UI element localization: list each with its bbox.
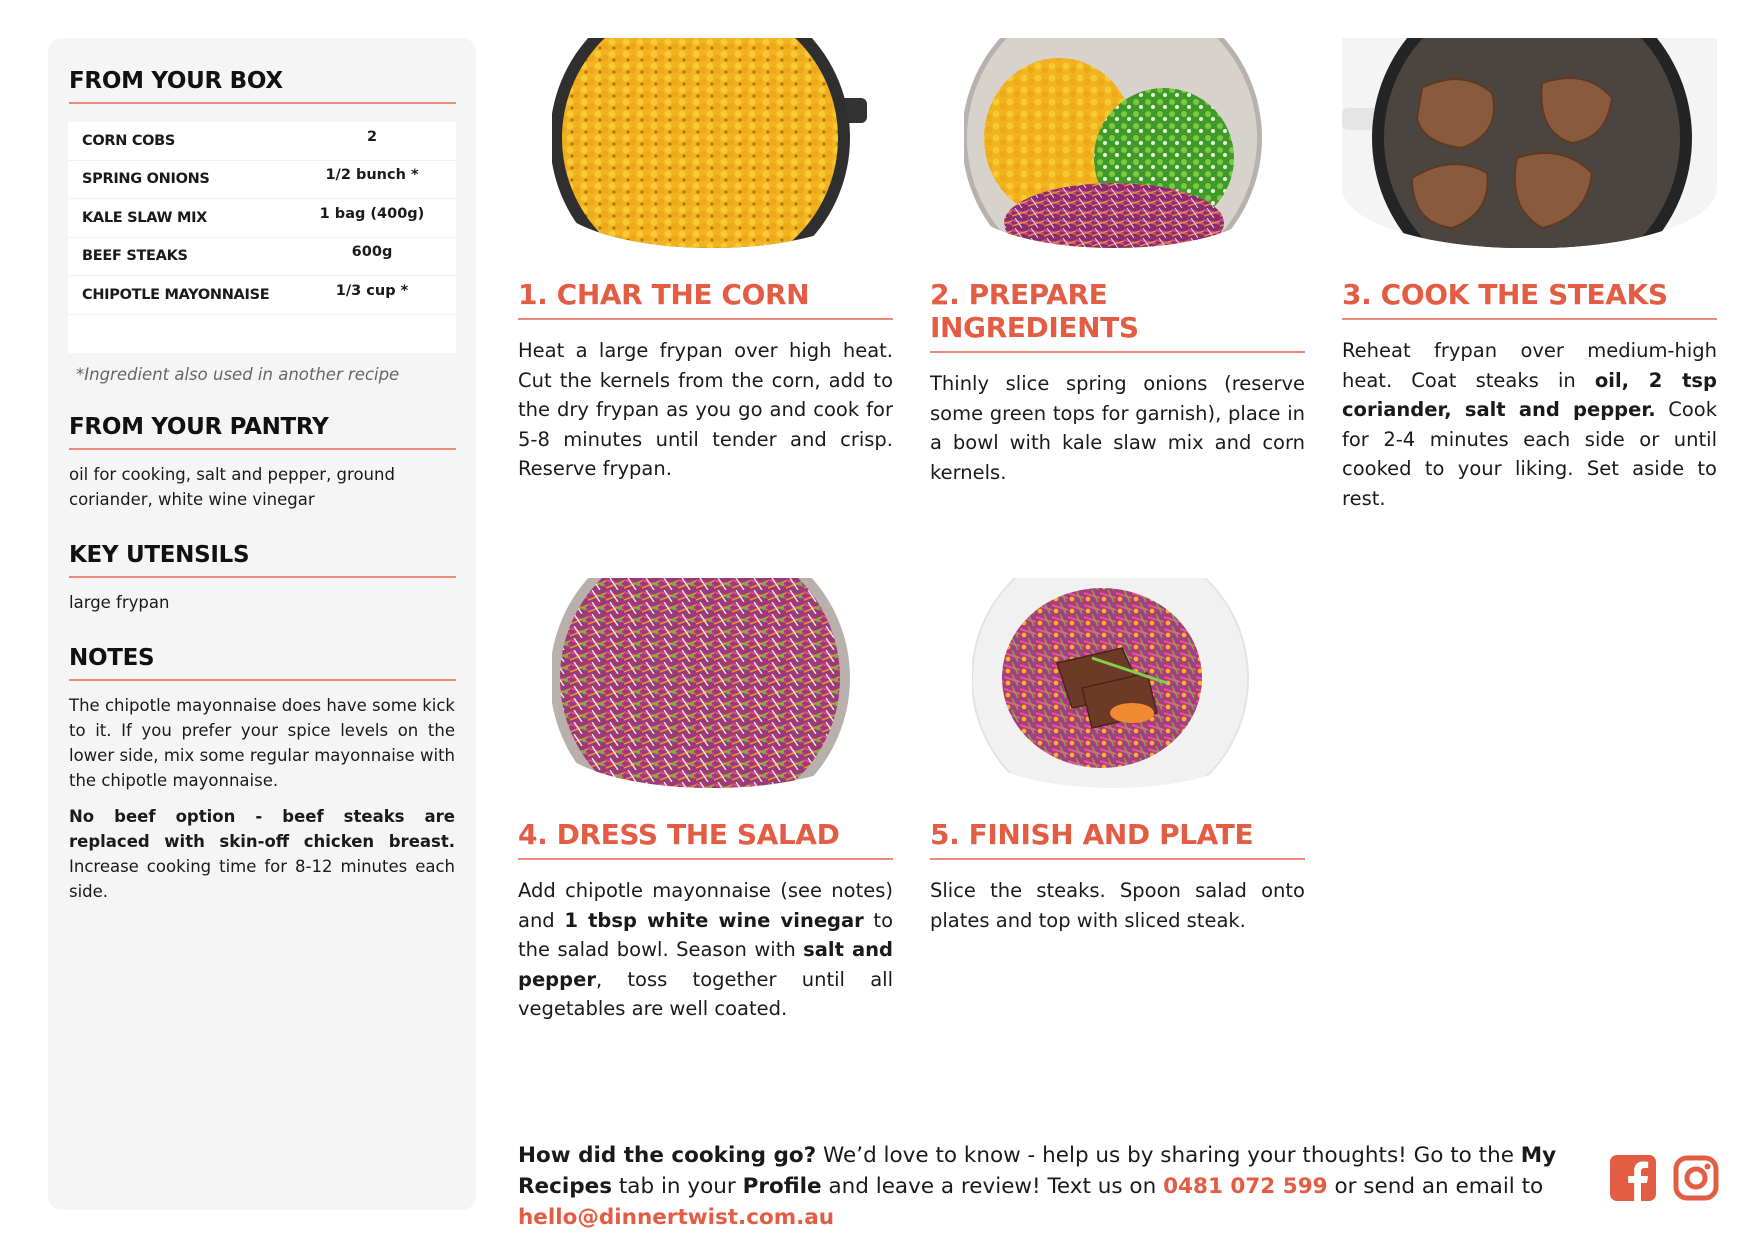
step-text-bold: oil, 2 tsp coriander, salt and pepper. [1342, 368, 1717, 421]
step-5-text [930, 876, 1305, 935]
utensils-text: large frypan [69, 592, 170, 612]
step-3-image [1342, 38, 1717, 248]
facebook-icon[interactable] [1610, 1155, 1656, 1201]
step-1 [518, 38, 893, 484]
notes-heading: NOTES [69, 645, 456, 681]
notes-paragraph: The chipotle mayonnaise does have some kick to it. If you prefer your spice levels on the lower side, mix some regular mayonnaise with the chipotle mayonnaise. [69, 695, 455, 790]
step-2 [930, 38, 1305, 487]
ingredient-qty: 1/2 bunch * [325, 167, 419, 184]
step-4-title: 4. DRESS THE SALAD [518, 818, 893, 860]
ingredient-name: CORN COBS [82, 132, 176, 149]
step-4-image [552, 578, 872, 788]
pantry-text: oil for cooking, salt and pepper, ground coriander, white wine vinegar [69, 464, 395, 509]
step-3-title: 3. COOK THE STEAKS [1342, 278, 1717, 320]
notes-no-beef-rest: Increase cooking time for 8-12 minutes each side. [69, 856, 455, 901]
step-text-run: Thinly slice spring onions (reserve some green tops for garnish), place in a bowl with kale slaw mix and corn kernels. [930, 372, 1305, 484]
table-row [68, 199, 456, 238]
step-2-title: 2. PREPARE INGREDIENTS [930, 278, 1305, 353]
profile-link[interactable]: Profile [742, 1174, 822, 1199]
ingredient-footnote: *Ingredient also used in another recipe [76, 364, 400, 384]
step-2-image [964, 38, 1264, 248]
step-5-image [972, 578, 1254, 788]
step-text-run: Reheat frypan over medium-high heat. Coat steaks in [1342, 339, 1717, 392]
ingredient-qty: 1/3 cup * [335, 282, 409, 299]
step-text-run: Slice the steaks. Spoon salad onto plates and top with sliced steak. [930, 879, 1305, 932]
notes-no-beef-paragraph [68, 804, 456, 904]
step-text-run: Add chipotle mayonnaise (see notes) and [518, 879, 893, 932]
step-text-bold: salt and pepper [518, 938, 893, 991]
ingredient-name: SPRING ONIONS [82, 171, 210, 188]
footer-text: or send an email to [1327, 1174, 1544, 1199]
step-text-run: Heat a large frypan over high heat. Cut the kernels from the corn, add to the dry frypan as you go and cook for 5-8 minutes until tender and crisp. Reserve frypan. [518, 339, 893, 480]
footer-text: tab in your [612, 1174, 743, 1199]
step-3 [1342, 38, 1717, 513]
step-5-title: 5. FINISH AND PLATE [930, 818, 1305, 860]
step-1-title: 1. CHAR THE CORN [518, 278, 893, 320]
feedback-footer [518, 1140, 1578, 1233]
ingredient-name: BEEF STEAKS [82, 248, 188, 265]
ingredients-table [68, 122, 456, 353]
step-3-text [1342, 336, 1717, 513]
step-text-bold: 1 tbsp white wine vinegar [564, 908, 864, 932]
table-row [68, 238, 456, 277]
step-4 [518, 578, 893, 1024]
step-1-text [518, 336, 893, 484]
footer-text: and leave a review! Text us on [821, 1174, 1164, 1199]
step-text-run: Cook for 2-4 minutes each side or until cooked to your liking. Set aside to rest. [1342, 398, 1717, 510]
ingredient-qty: 1 bag (400g) [319, 205, 425, 222]
ingredient-qty: 600g [351, 244, 393, 261]
table-row [68, 276, 456, 315]
email-link[interactable]: hello@dinnertwist.com.au [518, 1205, 835, 1230]
notes-no-beef-bold: No beef option - beef steaks are replaced with skin-off chicken breast. [69, 806, 455, 851]
ingredient-qty: 2 [366, 128, 378, 145]
step-5 [930, 578, 1305, 935]
from-your-box-heading: FROM YOUR BOX [69, 68, 456, 104]
table-row-empty [68, 315, 456, 353]
step-2-text [930, 369, 1305, 487]
my-recipes-link[interactable]: My Recipes [518, 1143, 1557, 1199]
table-row [68, 122, 456, 161]
step-text-run: to the salad bowl. Season with [518, 908, 894, 961]
from-your-pantry-heading: FROM YOUR PANTRY [69, 414, 456, 450]
ingredient-name: CHIPOTLE MAYONNAISE [82, 286, 270, 303]
footer-question: How did the cooking go? [518, 1143, 817, 1168]
phone-link[interactable]: 0481 072 599 [1163, 1174, 1328, 1199]
sidebar [48, 38, 476, 1210]
ingredient-name: KALE SLAW MIX [82, 209, 208, 226]
step-4-text [518, 876, 893, 1024]
step-1-image [552, 38, 872, 248]
footer-text: We’d love to know - help us by sharing your thoughts! Go to the [816, 1143, 1521, 1168]
table-row [68, 161, 456, 200]
instagram-icon[interactable] [1673, 1155, 1719, 1201]
key-utensils-heading: KEY UTENSILS [69, 542, 456, 578]
step-text-run: , toss together until all vegetables are well coated. [518, 967, 893, 1020]
